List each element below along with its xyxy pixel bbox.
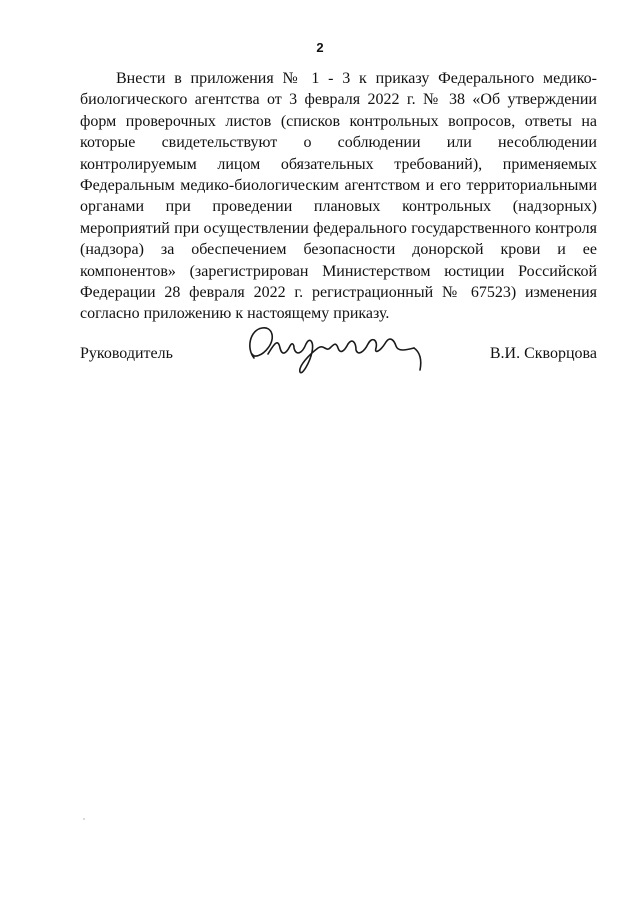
signer-title: Руководитель [80, 345, 173, 362]
signature-block [80, 318, 597, 388]
scan-speck [83, 818, 85, 820]
handwritten-signature [240, 318, 440, 382]
signer-name: В.И. Скворцова [489, 345, 597, 362]
page-number: 2 [316, 40, 324, 55]
order-paragraph: Внести в приложения № 1 - 3 к приказу Федерального медико-биологического агентства от 3 февраля 2022 г. № 38 «Об утверждении форм проверочных листов (списков контрольных вопросов, ответы на которые свидетельствуют о соблюдении или несоблюдении контролируемым лицом обязательных требований), применяемых Федеральным медико-биологическим агентством и его территориальными органами при проведении плановых контрольных (надзорных) мероприятий при осуществлении федерального государственного контроля (надзора) за обеспечением безопасности донорской крови и ее компонентов» (зарегистрирован Министерством юстиции Российской Федерации 28 февраля 2022 г. регистрационный № 67523) изменения согласно приложению к настоящему приказу. [80, 70, 597, 323]
